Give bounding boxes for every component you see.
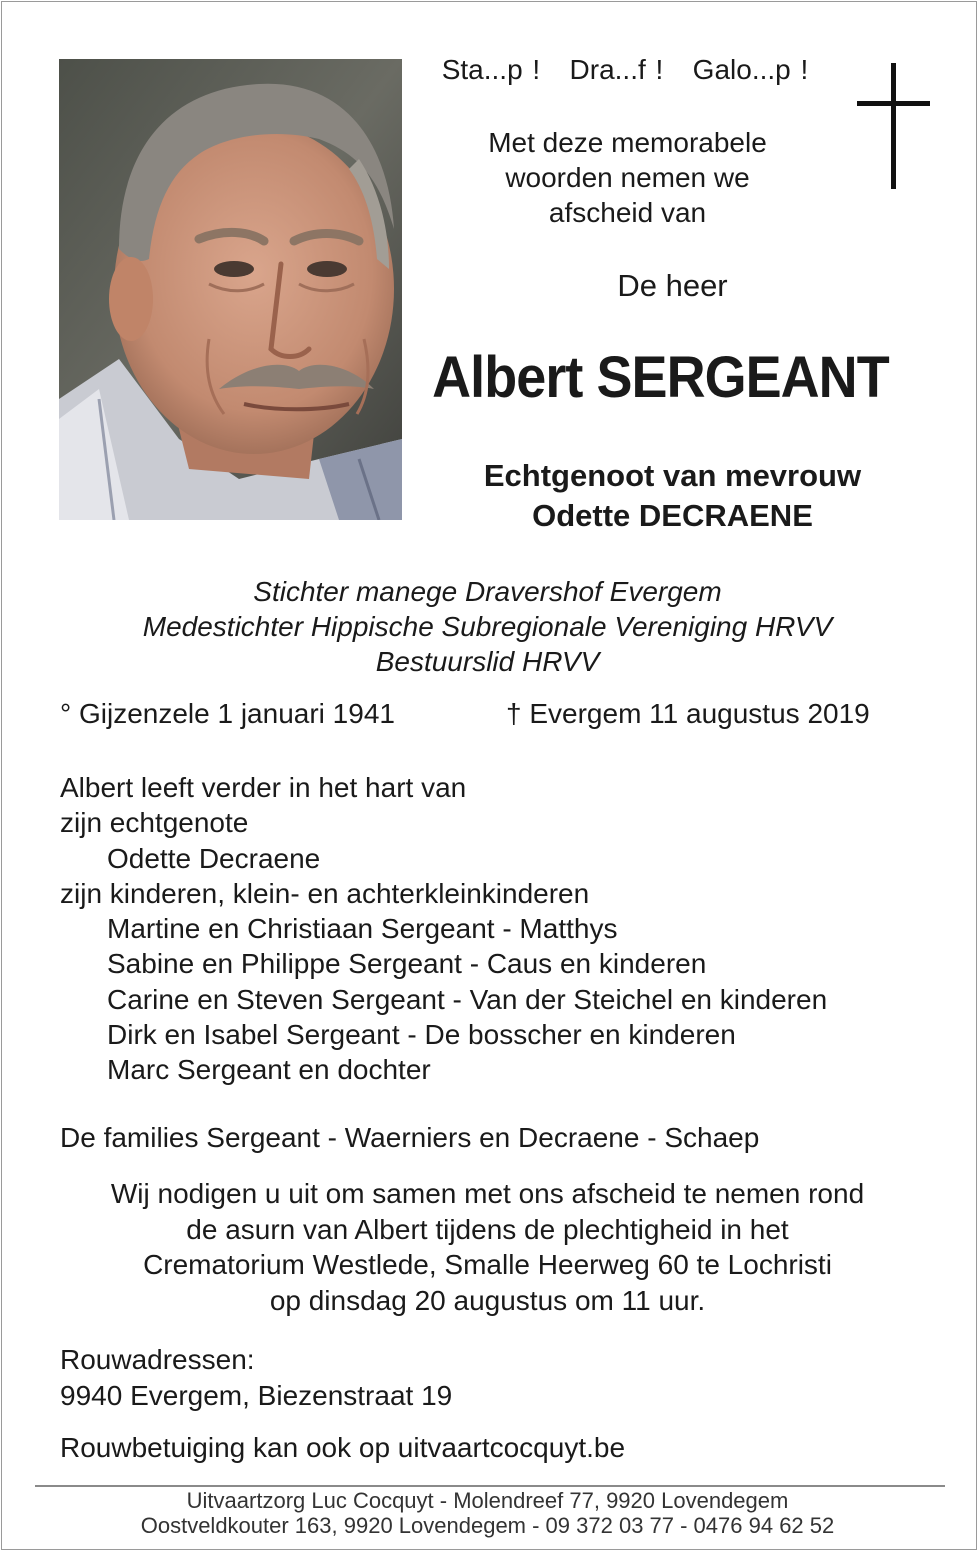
footer-line: Uitvaartzorg Luc Cocquyt - Molendreef 77, 9920 Lovendegem (186, 1488, 789, 1513)
child-line: Dirk en Isabel Sergeant - De bosscher en kinderen (107, 1019, 736, 1051)
child-line: Carine en Steven Sergeant - Van der Steichel en kinderen (107, 983, 828, 1015)
address-label: Rouwadressen: (60, 1344, 255, 1375)
spouse-line: Odette DECRAENE (532, 498, 813, 533)
spouse-block (420, 456, 925, 536)
role-line: Bestuurslid HRVV (375, 646, 600, 677)
intro-line: afscheid van (548, 197, 707, 228)
child-line: Martine en Christiaan Sergeant - Matthys (107, 913, 618, 945)
motto: Sta...p ! Dra...f ! Galo...p ! (441, 54, 809, 85)
spouse-line: Echtgenoot van mevrouw (483, 458, 862, 493)
child-line: Marc Sergeant en dochter (107, 1054, 431, 1086)
family-list (60, 770, 827, 1088)
intro-line: Met deze memorabele (488, 127, 767, 158)
invitation-line: Wij nodigen u uit om samen met ons afscheid te nemen rond (110, 1178, 865, 1209)
footer-divider (35, 1485, 945, 1487)
children-label: zijn kinderen, klein- en achterkleinkinderen (60, 877, 590, 909)
family-intro: Albert leeft verder in het hart van (60, 772, 467, 803)
spouse-label: zijn echtgenote (60, 807, 249, 839)
address: 9940 Evergem, Biezenstraat 19 (60, 1379, 453, 1411)
portrait-photo (59, 59, 402, 520)
role-line: Stichter manege Dravershof Evergem (253, 576, 722, 607)
invitation-line: Crematorium Westlede, Smalle Heerweg 60 te Lochristi (143, 1249, 832, 1280)
death-info: † Evergem 11 augustus 2019 (506, 698, 870, 729)
invitation-line: de asurn van Albert tijdens de plechtigheid in het (186, 1213, 789, 1245)
birth-info: ° Gijzenzele 1 januari 1941 (60, 698, 395, 729)
address-block (60, 1342, 452, 1413)
cross-icon (855, 63, 931, 189)
families-line: De families Sergeant - Waerniers en Decraene - Schaep (60, 1122, 760, 1153)
role-line: Medestichter Hippische Subregionale Vereniging HRVV (142, 611, 833, 642)
intro-line: woorden nemen we (505, 162, 750, 193)
child-line: Sabine en Philippe Sergeant - Caus en kinderen (107, 948, 707, 980)
invitation-block (40, 1176, 935, 1318)
intro-text (445, 125, 810, 230)
deceased-name: Albert SERGEANT (432, 345, 889, 410)
roles-block (60, 574, 915, 679)
footer (40, 1488, 935, 1538)
invitation-line: op dinsdag 20 augustus om 11 uur. (269, 1284, 706, 1316)
spouse-name: Odette Decraene (107, 842, 321, 874)
honorific: De heer (617, 268, 728, 303)
footer-line: Oostveldkouter 163, 9920 Lovendegem - 09 372 03 77 - 0476 94 62 52 (140, 1513, 835, 1538)
online-condolence: Rouwbetuiging kan ook op uitvaartcocquyt.be (60, 1432, 626, 1463)
